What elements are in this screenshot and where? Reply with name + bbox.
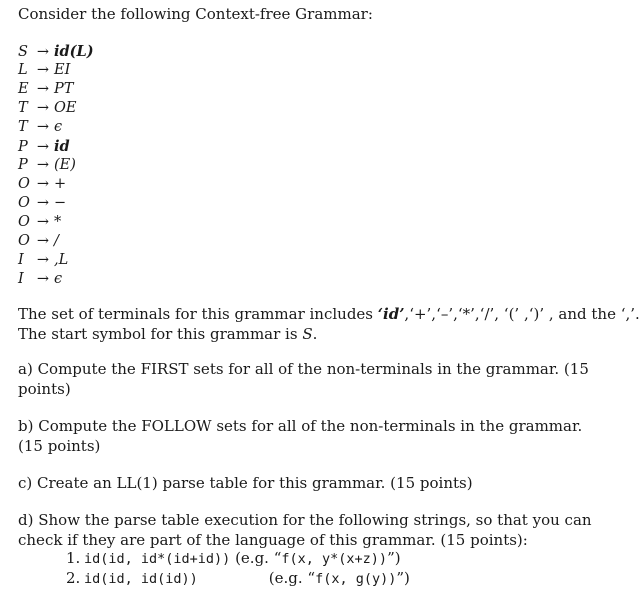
grammar-rule: [18, 61, 70, 80]
start-symbol: S: [302, 325, 313, 343]
rule-lhs: P: [18, 139, 28, 155]
rule-lhs: O: [18, 214, 30, 230]
rule-rhs: (E): [54, 157, 76, 173]
question-a: a) Compute the FIRST sets for all of the non-terminals in the grammar. (15 points): [18, 360, 589, 398]
rule-lhs: L: [18, 62, 28, 78]
arrow-icon: →: [36, 100, 50, 116]
rule-lhs: P: [18, 157, 28, 173]
grammar-rule: [18, 232, 59, 251]
grammar-rule: [18, 156, 76, 175]
terminals-rest: ,‘+’,‘–’,‘*’,‘/’, ‘(’ ,‘)’ , and the ‘,’.: [404, 305, 640, 323]
grammar-rule: [18, 99, 76, 118]
rule-lhs: O: [18, 195, 30, 211]
grammar-rule: [18, 270, 62, 289]
arrow-icon: →: [36, 214, 50, 230]
example-code: id(id, id*(id+id)): [84, 551, 231, 567]
example-number: 2.: [66, 569, 81, 587]
grammar-rule: [18, 118, 62, 137]
rule-rhs: PT: [54, 81, 74, 97]
rule-rhs: +: [54, 176, 67, 192]
grammar-rule: [18, 175, 66, 194]
example-2: [66, 568, 410, 589]
rule-lhs: I: [18, 252, 24, 268]
terminals-statement: [18, 305, 640, 324]
rule-rhs: ,L: [54, 252, 69, 268]
arrow-icon: →: [36, 195, 50, 211]
example-1: [66, 548, 401, 569]
grammar-rule: [18, 80, 73, 99]
question-c: c) Create an LL(1) parse table for this grammar. (15 points): [18, 474, 473, 492]
terminals-prefix: The set of terminals for this grammar includes: [18, 305, 378, 323]
arrow-icon: →: [36, 119, 50, 135]
arrow-icon: →: [36, 252, 50, 268]
start-symbol-text: The start symbol for this grammar is: [18, 325, 303, 343]
start-symbol-statement: [18, 325, 317, 344]
example-eg-end: ”): [396, 569, 410, 587]
arrow-icon: →: [36, 157, 50, 173]
rule-rhs: *: [54, 214, 62, 230]
grammar-rule: [18, 137, 70, 157]
grammar-rule: [18, 42, 94, 62]
example-eg-end: ”): [387, 549, 401, 567]
arrow-icon: →: [36, 271, 50, 287]
rule-rhs: id(L): [54, 43, 94, 60]
rule-rhs: ϵ: [54, 271, 63, 287]
terminal-id: ‘id’: [377, 305, 405, 323]
question-b: b) Compute the FOLLOW sets for all of the non-terminals in the grammar. (15 points): [18, 417, 583, 455]
document-title: Consider the following Context-free Grammar:: [18, 5, 373, 23]
start-symbol-end: .: [312, 325, 318, 343]
example-eg: (e.g. “: [264, 569, 316, 587]
rule-lhs: O: [18, 233, 30, 249]
rule-lhs: E: [18, 81, 29, 97]
example-eg-code: f(x, g(y)): [315, 571, 397, 587]
rule-lhs: I: [18, 271, 24, 287]
example-code: id(id, id(id)): [84, 571, 198, 587]
example-number: 1.: [66, 549, 81, 567]
rule-rhs: id: [54, 138, 70, 155]
rule-rhs: EI: [54, 62, 71, 78]
example-eg-code: f(x, y*(x+z)): [281, 551, 388, 567]
rule-lhs: T: [18, 100, 28, 116]
arrow-icon: →: [36, 139, 50, 155]
rule-rhs: OE: [54, 100, 77, 116]
arrow-icon: →: [36, 81, 50, 97]
rule-rhs: ϵ: [54, 119, 63, 135]
arrow-icon: →: [36, 233, 50, 249]
arrow-icon: →: [36, 176, 50, 192]
rule-rhs: /: [54, 233, 59, 249]
arrow-icon: →: [36, 62, 50, 78]
arrow-icon: →: [36, 44, 50, 60]
rule-lhs: S: [18, 44, 28, 60]
example-eg: (e.g. “: [230, 549, 282, 567]
rule-lhs: T: [18, 119, 28, 135]
grammar-rule: [18, 213, 61, 232]
question-d: d) Show the parse table execution for the following strings, so that you can check if they are part of the language of this grammar. (15 points):: [18, 511, 592, 549]
rule-rhs: −: [54, 195, 67, 211]
rule-lhs: O: [18, 176, 30, 192]
grammar-rule: [18, 251, 68, 270]
grammar-rule: [18, 194, 66, 213]
